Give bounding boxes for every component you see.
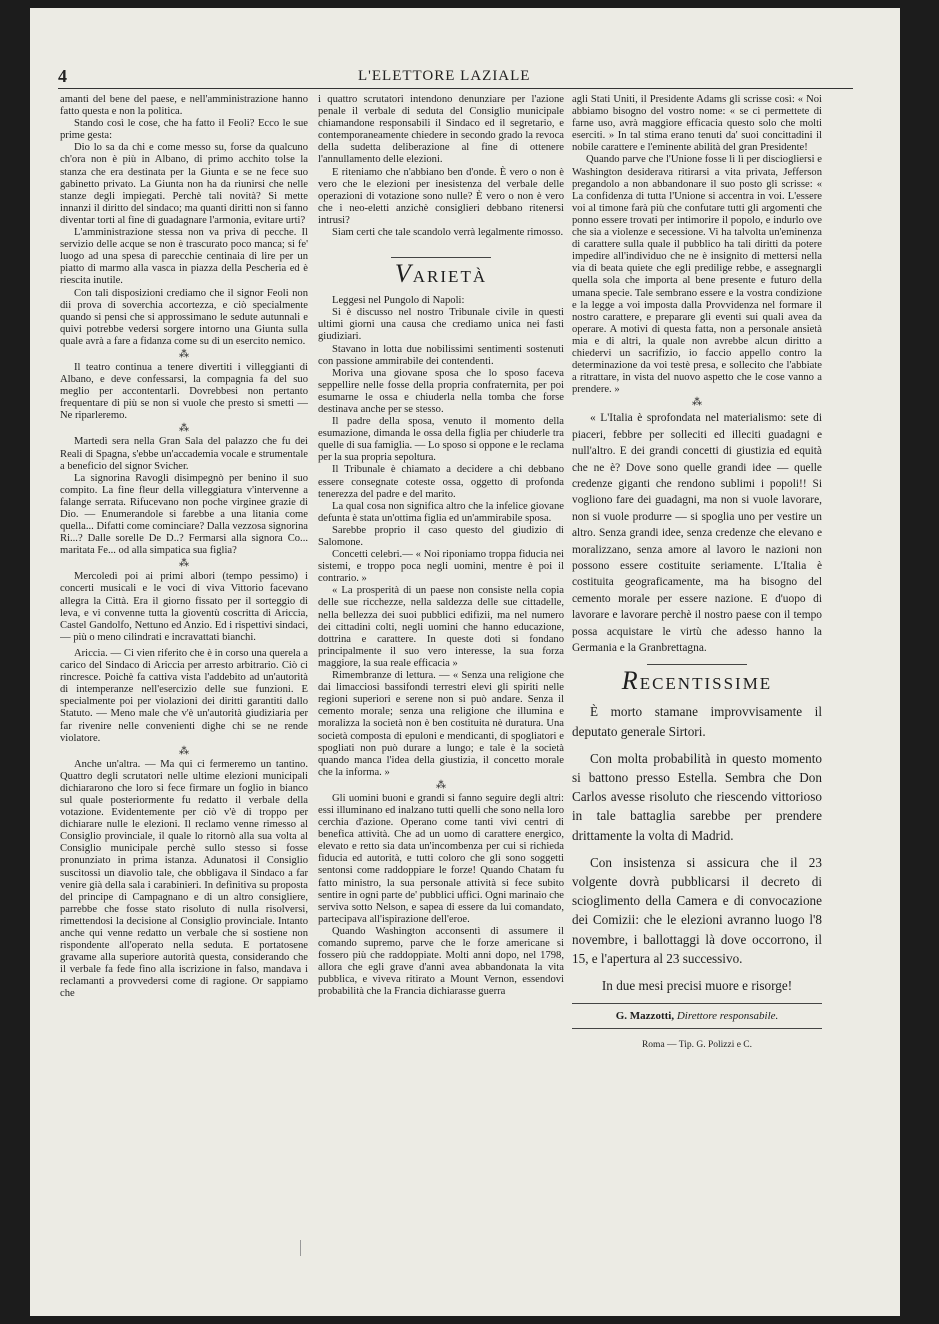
paragraph: Con tali disposizioni crediamo che il signor Feoli non dii prova di soverchia accortezza, e ciò specialmente quando si pensi che si approssimano le sedute autunnali e quivi potrebbe vedersi sorgere intorno una Giunta sulla quale avrà a fare a fidanza come su di un esercito nemico. [60,287,308,347]
paragraph: i quattro scrutatori intendono denunziare per l'azione penale il verbale di seduta del Consiglio municipale chiamandone responsabili il Sindaco ed il segretario, e contemporaneamente chiedere in secondo grado la revoca della sudetta deliberazione al fine di ottenere l'annullamento delle elezioni. [318,94,564,166]
paragraph: Il teatro continua a tenere divertiti i villeggianti di Albano, e deve confessarsi, la compagnia fa del suo meglio per accontentarli. Dovrebbesi non pertanto frequentare di più se non si vuole che presto si smetti — Ne riparleremo. [60,361,308,422]
paragraph: Il Tribunale è chiamato a decidere a chi debbano essere consegnate coteste ossa, oggetto di profonda tenerezza del padre e del marito. [318,464,564,500]
editor-role: Direttore responsabile. [676,1010,779,1023]
column-left [60,94,308,1264]
news-item: Con insistenza si assicura che il 23 volgente dovrà pubblicarsi il decreto di scioglimento della Camera e di convocazione dei Comizii: che le elezioni avranno luogo l'8 novembre, i ballottaggi là dove occorrono, il 15, e l'apertura al 23 successivo. [572,854,822,966]
paragraph: « La prosperità di un paese non consiste nella copia delle sue ricchezze, nella saldezza delle sue cittadelle, nella bellezza dei suoi pubblici edifizii, ma nel numero dei cittadini colti, negli uomini che hanno educazione, dottrina e carattere. In queste doti si fondano principalmente il suo vero interesse, la sua forza maggiore, la sua reale efficacia » [318,585,564,669]
paragraph: Sarebbe proprio il caso questo del giudizio di Salomone. [318,524,564,548]
paragraph: La signorina Ravogli disimpegnò per benino il suo compito. La fine fleur della villeggiatura v'intervenne a falange serrata. Rifucevano non poche virginee grazie di Dio. — Enumerandole si farebbe a una litania come quella... Difatti come cominciare? Dalla vezzosa signorina Ri...? Dalle sorelle De D..? Fermarsi alla signora Co... maritata Fe... od alla simpatica sua figlia? [60,472,308,557]
editor-line [572,1010,822,1022]
paragraph: Stando così le cose, che ha fatto il Feoli? Ecco le sue prime gesta: [60,118,308,142]
paragraph: Si è discusso nel nostro Tribunale civile in questi ultimi giorni una causa che crediamo unica nei fasti giudiziari. [318,307,564,343]
paragraph: La qual cosa non significa altro che la infelice giovane defunta è stata un'ottima figlia ed un'ammirabile sposa. [318,500,564,524]
footer-rule [572,1003,822,1004]
paragraph: Mercoledì poi ai primi albori (tempo pessimo) i concerti musicali e le voci di viva Vittorio facevano allegra la Città. Era il giorno fissato per il sorteggio di leva, e vi convenne tutta la gioventù coscritta di Ariccia, Castel Gandolfo, Nettuno ed Anzio. Ed i rispettivi sindaci, — più o meno cilindrati e incravattati bianchi. [60,571,308,643]
page-number: 4 [58,66,67,86]
paragraph: Leggesi nel Pungolo di Napoli: [332,295,465,307]
news-item: In due mesi precisi muore e risorge! [601,978,793,994]
paragraph-rimembranze: Rimembranze di lettura. — « Senza una religione che dai limacciosi bassifondi terrestri elevi gli spiriti nelle regioni superiori e serene non si può andare. Senza il cemento morale; senza una religione che illumina e moralizza la società non è ben costituita nè duratura. Una società composta di epuloni e mendicanti, di spogliatori e spogliati non può durare a lungo; e tale è la società quando manca l'idea della giustizia, il concetto morale che la informa. » [318,670,564,778]
title-initial: R [621,666,640,696]
paragraph: Gli uomini buoni e grandi si fanno seguire degli altri: essi illuminano ed inalzano tutti quelli che sono nella loro cerchia d'azione. Operano come tanti vivi centri di benefica attività. Che ad un uomo di carattere energico, elevato e retto sia data un'incombenza per cui si richieda fiducia ed autorità, e tutti coloro che gli sono soggetti sentonsi come raddoppiare le forze! Quando Chatam fu fatto ministro, la sua personale attività si fece subito sentire in ogni parte de' pubblici uffici. Ogni marinaio che serviva sotto Nelson, e sapea di essere da lui comandato, partecipava all'ispirazione dell'eroe. [318,792,564,925]
news-item: È morto stamane improvvisamente il deputato generale Sirtori. [572,704,822,739]
title-initial: V [394,259,413,289]
fold-mark [300,1240,301,1256]
news-item: Con molta probabilità in questo momento si battono presso Estella. Sembra che Don Carlos avesse risoluto che riescendo vittorioso in tale battaglia sarebbe per prendere drittamente la volta di Madrid. [572,750,822,843]
column-right [572,94,822,1274]
ornament-divider: ⁂ [436,779,446,791]
editor-name: G. Mazzotti, [615,1010,675,1023]
paragraph-ariccia: Ariccia. — Ci vien riferito che è in corso una querela a carico del Sindaco di Ariccia per arresto arbitrario. Ciò ci rincresce. Poichè fa cattiva vista l'addebito ad un'autorità di intemperanze nell'esercizio delle sue funzioni. E specialmente poi per violazioni dei diritti garantiti dallo Statuto. — Meno male che v'è un'autorità giudiziaria per far rivenire nelle convenienti dighe chi se ne rende violatore. [60,647,308,744]
paragraph: Stavano in lotta due nobilissimi sentimenti sostenuti con passione ammirabile dei contendenti. [318,343,564,367]
paragraph: Quando parve che l'Unione fosse lì lì per disciogliersi e Washington desiderava ritirarsi a vita privata, Jefferson pregandolo a non abbandonare il suo posto gli scrisse: « La confidenza di tutta l'Unione si accentra in voi. L'essere voi al timone farà più che confutare tutti gli argomenti che ponno essere trovati per intimorire il popolo, e indurlo ove che sia a violenze e secessione. Vi ha talvolta un'eminenza di carattere sulla quale il pubblico ha tali diritti da potere impedire all'individuo che ne è insignito di mettersi nella via di beata quiete che egli predilige rebbe, e assegnargli quella sola che importa al bene presente e futuro della umana specie. Tale sembrano essere e la vostra condizione e la legge a voi imposta dalla Provvidenza nel formare il nostro carattere, e preparare gli eventi sui quali avea da operare. A motivi di questa fatta, non a personale ansietà mia e di altri, la quale non avrebbe alcun diritto a chiedervi un sacrifizio, io faccio appello contro la determinazione da voi testè presa, e sollecito che l'abbiate a ritrattare, in vista del nuovo aspetto che le cose vanno a prendere. » [572,154,822,396]
paragraph: « L'Italia è sprofondata nel materialismo: sete di piaceri, febbre per solleciti ed illeciti guadagni e null'altro. E dei grandi concetti di giustizia ed equità che ne è? Dove sono quelle grandi idee — quelle credenze giganti che rendono sublimi i popoli!! Si vogliono fare dei guadagni, ma non si vuole lavorare, non si vuole produrre — si spoglia uno per vestire un altro. Senza grandi idee, senza credenze che elevano e moralizzano, senza amore al lavoro le nazioni non possono essere costituite seriamente. L'Italia è costituita geograficamente, ma ha bisogno del cemento morale per essere nazione. E d'uopo di lavorare e lavorare perchè il nostro paese con il tempo possa acquistare le virtù che adesso hanno la Germania e la Granbrettagna. [572,412,822,655]
title-rest: ECENTISSIME [639,674,773,694]
masthead-title: L'ELETTORE LAZIALE [358,68,531,84]
paragraph: L'amministrazione stessa non va priva di pecche. Il servizio delle acque se non è trascurato poco manca; si fe' luogo ad una spesa di parecchie centinaia di lire per un piatto di marmo alla vasca in piazza della Pescheria ed è riescita inutile. [60,227,308,287]
recentissime-block [572,702,822,995]
page-header [58,64,853,86]
paragraph: Il padre della sposa, venuto il momento della esumazione, dimanda le ossa della figlia per chiuderle tra quelle di sua famiglia. — Lo sposo si oppone e le reclama per la sua propria sepoltura. [318,416,564,464]
paragraph: Quando Washington acconsentì di assumere il comando supremo, parve che le forze americane si fossero più che raddoppiate. Molti anni dopo, nel 1798, allora che egli grave d'anni avea abbandonata la vita pubblica, e viveva ritirato a Mount Vernon, essendovi probabilità che la Francia dichiarasse guerra [318,925,564,998]
paragraph: agli Stati Uniti, il Presidente Adams gli scrisse così: « Noi abbiamo bisogno del vostro nome: « se ci permettete di farne uso, avrà maggiore efficacia questo solo che molti eserciti. » In tal stima erano tenuti da' suoi concittadini il nobile carattere e l'eminente abilità del gran Presidente! [572,94,822,154]
paragraph: amanti del bene del paese, e nell'amministrazione hanno fatto questa e non la politica. [60,94,308,118]
column-middle [318,94,564,1274]
paragraph: Siam certi che tale scandolo verrà legalmente rimosso. [332,227,564,239]
section-title-varieta [318,259,564,289]
title-rule [647,664,747,665]
paragraph: Dio lo sa da chi e come messo su, forse da qualcuno ch'ora non è più in Albano, di primo acchito tolse la stanza che era destinata per la Giunta e se ne fece suo gabinetto privato. La Giunta non ha da riunirsi che nelle stanze degli impiegati. Perchè tali novità? Si mette innanzi il diritto del sindaco; ma quanti diritti non si fanno diventar torti al fine di guadagnare l'armonia, evitare urti? [60,142,308,226]
paragraph: Moriva una giovane sposa che lo sposo faceva seppellire nelle fosse della propria confraternita, per poi esumarne le ossa e chiuderla nella tomba che forse destinava anche per se stesso. [318,367,564,415]
title-rest: ARIETÀ [412,267,488,287]
paragraph: Anche un'altra. — Ma qui ci fermeremo un tantino. Quattro degli scrutatori nelle ultime elezioni municipali dichiararono che loro si fece firmare un foglio in bianco sul quale posteriormente fu redatto il verbale della votazione. Evidentemente per ciò v'è di troppo per dichiarare nulle le elezioni. Il reclamo venne rimesso al Consiglio provinciale, il quale lo ritornò alla sua volta al Consiglio municipale perchè sullo stesso si fosse pronunziato in prima istanza. Adunatosi il Consiglio suscitossi un diavolio tale, che obbligava il Sindaco a far venire già della sala i carabinieri. In definitiva su proposta del principe di Campagnano e di un altro consigliere, parrebbe che fosse stato risoluto di nulla risolversi, rimettendosi la decisione al Consiglio provinciale. Intanto anche qui venne redatto un verbale che si sostiene non rispondente all'operato nella seduta. E portatosene gravame alla superiore autorità questa, considerando che il verbale fa fede fino alla iscrizione in falso, mandava i reclamanti a provvedersi come di ragione. Or sappiamo che [60,758,308,1000]
asterism-divider: ⁂ [179,558,189,570]
asterism-divider: ⁂ [179,348,189,360]
section-title-recentissime [572,666,822,696]
ornament-divider: ⁂ [692,397,702,409]
asterism-divider: ⁂ [179,745,189,757]
header-rule [58,88,853,89]
paragraph: E riteniamo che n'abbiano ben d'onde. È vero o non è vero che le elezioni per inesistenza del verbale delle operazioni di votazione sono nulle? È vero o non è vero che i neo-eletti anzichè consiglieri debbano ritenersi intrusi? [318,166,564,226]
printer-line: Roma — Tip. G. Polizzi e C. [641,1040,753,1051]
italia-block [572,410,822,656]
paragraph: Martedì sera nella Gran Sala del palazzo che fu dei Reali di Spagna, s'ebbe un'accademia vocale e strumentale a beneficio del signor Svicher. [60,436,308,472]
footer-rule [572,1028,822,1029]
paragraph-concetti: Concetti celebri.— « Noi riponiamo troppa fiducia nei sistemi, e troppo poca negli uomini, mentre è poi il contrario. » [318,549,564,585]
title-rule [391,257,491,258]
asterism-divider: ⁂ [179,423,189,435]
